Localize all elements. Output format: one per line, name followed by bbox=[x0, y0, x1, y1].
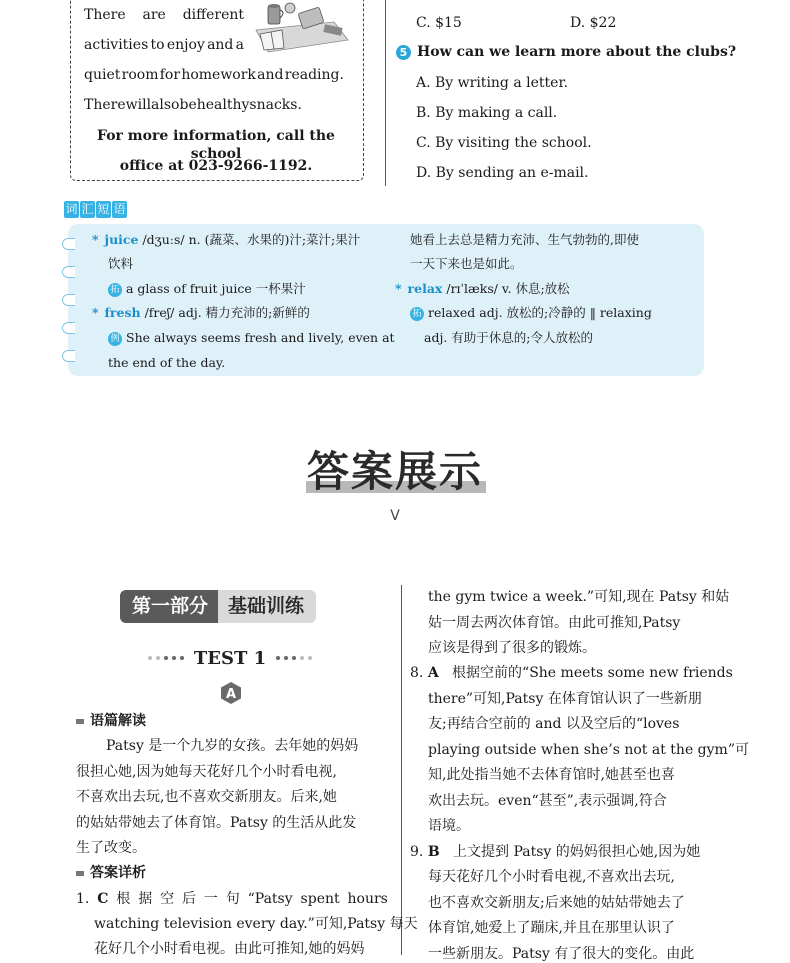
heading-passage-summary: 语篇解读 bbox=[76, 712, 146, 730]
binder-ring-icon bbox=[62, 350, 75, 362]
heading-answer-analysis: 答案详析 bbox=[76, 864, 146, 882]
answer-7-cont-line-2: 姑一周去两次体育馆。由此可推知,Patsy bbox=[428, 615, 681, 631]
summary-line-1: Patsy 是一个九岁的女孩。去年她的妈妈 bbox=[106, 738, 359, 754]
flyer-line-2: activities to enjoy and a bbox=[84, 37, 244, 53]
column-divider-bottom bbox=[401, 585, 402, 955]
vocab-relax: * relax /rɪˈlæks/ v. 休息;放松 bbox=[395, 281, 570, 296]
vocab-juice-ext: 拓 a glass of fruit juice 一杯果汁 bbox=[108, 281, 306, 297]
binder-ring-icon bbox=[62, 266, 75, 278]
flyer-line-3: quiet room for homework and reading. bbox=[84, 67, 344, 83]
answer-8-line-6: 欢出去玩。even“甚至”,表示强调,符合 bbox=[428, 793, 667, 809]
section-title: 答案展示 bbox=[306, 447, 483, 496]
answer-8-line-4: playing outside when she’s not at the gym”可 bbox=[428, 742, 749, 758]
summary-line-3: 不喜欢出去玩,也不喜欢交新朋友。后来,她 bbox=[76, 789, 337, 805]
answer-8-line-2: there”可知,Patsy 在体育馆认识了一些新朋 bbox=[428, 691, 702, 707]
answer-8-line-3: 友;再结合空前的 and 以及空后的“loves bbox=[428, 716, 680, 732]
answer-1-line-3: 花好几个小时看电视。由此可推知,她的妈妈 bbox=[94, 941, 365, 957]
question-number-badge: 5 bbox=[396, 45, 411, 60]
summary-line-5: 生了改变。 bbox=[76, 840, 146, 856]
binder-ring-icon bbox=[62, 322, 75, 334]
answer-9-line-2: 每天花好几个小时看电视,不喜欢出去玩, bbox=[428, 869, 675, 885]
answer-1-line-2: watching television every day.”可知,Patsy 每天 bbox=[94, 916, 418, 932]
column-divider-top bbox=[385, 0, 386, 186]
flyer-line-1: There are different bbox=[84, 7, 244, 23]
vocab-fresh-translation2: 一天下来也是如此。 bbox=[410, 256, 523, 271]
vocab-relax-ext2: adj. 有助于休息的;令人放松的 bbox=[424, 330, 593, 345]
vocab-fresh: * fresh /freʃ/ adj. 精力充沛的;新鲜的 bbox=[92, 305, 310, 320]
summary-line-4: 的姑姑带她去了体育馆。Patsy 的生活从此发 bbox=[76, 815, 357, 831]
q5-option-a: A. By writing a letter. bbox=[416, 75, 569, 91]
heading-marker-icon bbox=[76, 719, 84, 724]
option-c-price: C. $15 bbox=[416, 15, 462, 31]
star-bullet-icon: * bbox=[92, 305, 99, 320]
part-label: 第一部分 bbox=[120, 590, 218, 623]
answer-1-line-1: 1. C 根 据 空 后 一 句 “Patsy spent hours bbox=[76, 891, 388, 907]
vocab-juice-def2: 饮料 bbox=[108, 256, 134, 271]
answer-7-cont-line-1: the gym twice a week.”可知,现在 Patsy 和姑 bbox=[428, 589, 730, 605]
part-banner bbox=[120, 590, 316, 623]
vocab-fresh-translation: 她看上去总是精力充沛、生气勃勃的,即使 bbox=[410, 232, 639, 247]
vocab-fresh-example: 例 She always seems fresh and lively, even at bbox=[108, 330, 395, 346]
vocab-section-tag: 词 汇 短 语 bbox=[65, 202, 126, 216]
vocab-relax-ext: 拓 relaxed adj. 放松的;冷静的 ‖ relaxing bbox=[410, 305, 652, 321]
test-title: TEST 1 bbox=[193, 647, 267, 669]
question-5 bbox=[396, 44, 736, 60]
dot-leader-right bbox=[276, 656, 312, 660]
study-desk-illustration-icon bbox=[254, 0, 350, 56]
q5-option-d: D. By sending an e-mail. bbox=[416, 165, 589, 181]
q5-option-b: B. By making a call. bbox=[416, 105, 558, 121]
summary-line-2: 很担心她,因为她每天花好几个小时看电视, bbox=[76, 764, 337, 780]
option-d-price: D. $22 bbox=[570, 15, 617, 31]
q5-option-c: C. By visiting the school. bbox=[416, 135, 592, 151]
flyer-line-4: There will also be healthy snacks. bbox=[84, 97, 302, 113]
part-name: 基础训练 bbox=[218, 590, 316, 623]
passage-letter: A bbox=[225, 687, 237, 702]
binder-ring-icon bbox=[62, 294, 75, 306]
dot-leader-left bbox=[148, 656, 184, 660]
answer-7-cont-line-3: 应该是得到了很多的锻炼。 bbox=[428, 640, 596, 656]
vocab-juice: * juice /dʒuːs/ n. (蔬菜、水果的)汁;菜汁;果汁 bbox=[92, 232, 361, 247]
star-bullet-icon: * bbox=[395, 281, 402, 296]
answer-8-line-5: 知,此处指当她不去体育馆时,她甚至也喜 bbox=[428, 767, 675, 783]
answer-9-line-5: 一些新朋友。Patsy 有了很大的变化。由此 bbox=[428, 946, 695, 962]
page-roman-numeral: V bbox=[390, 508, 400, 524]
answer-9-line-3: 也不喜欢交新朋友;后来她的姑姑带她去了 bbox=[428, 895, 685, 911]
answer-9-line-4: 体育馆,她爱上了蹦床,并且在那里认识了 bbox=[428, 920, 675, 936]
answer-8-line-7: 语境。 bbox=[428, 818, 470, 834]
extend-badge: 拓 bbox=[108, 283, 122, 297]
answer-8-line-1: 8. A 根据空前的“She meets some new friends bbox=[410, 665, 733, 681]
answer-9-line-1: 9. B 上文提到 Patsy 的妈妈很担心她,因为她 bbox=[410, 844, 701, 860]
flyer-info-line-1: For more information, call the school bbox=[97, 128, 335, 162]
example-badge: 例 bbox=[108, 332, 122, 346]
vocab-fresh-example2: the end of the day. bbox=[108, 355, 226, 370]
flyer-info-line-2: office at 023-9266-1192. bbox=[119, 158, 313, 174]
star-bullet-icon: * bbox=[92, 232, 99, 247]
question-5-text: How can we learn more about the clubs? bbox=[417, 44, 737, 60]
passage-letter-hexagon-icon bbox=[219, 681, 243, 705]
test-heading bbox=[130, 646, 330, 670]
extend-badge: 拓 bbox=[410, 307, 424, 321]
heading-marker-icon bbox=[76, 871, 84, 876]
binder-ring-icon bbox=[62, 238, 75, 250]
